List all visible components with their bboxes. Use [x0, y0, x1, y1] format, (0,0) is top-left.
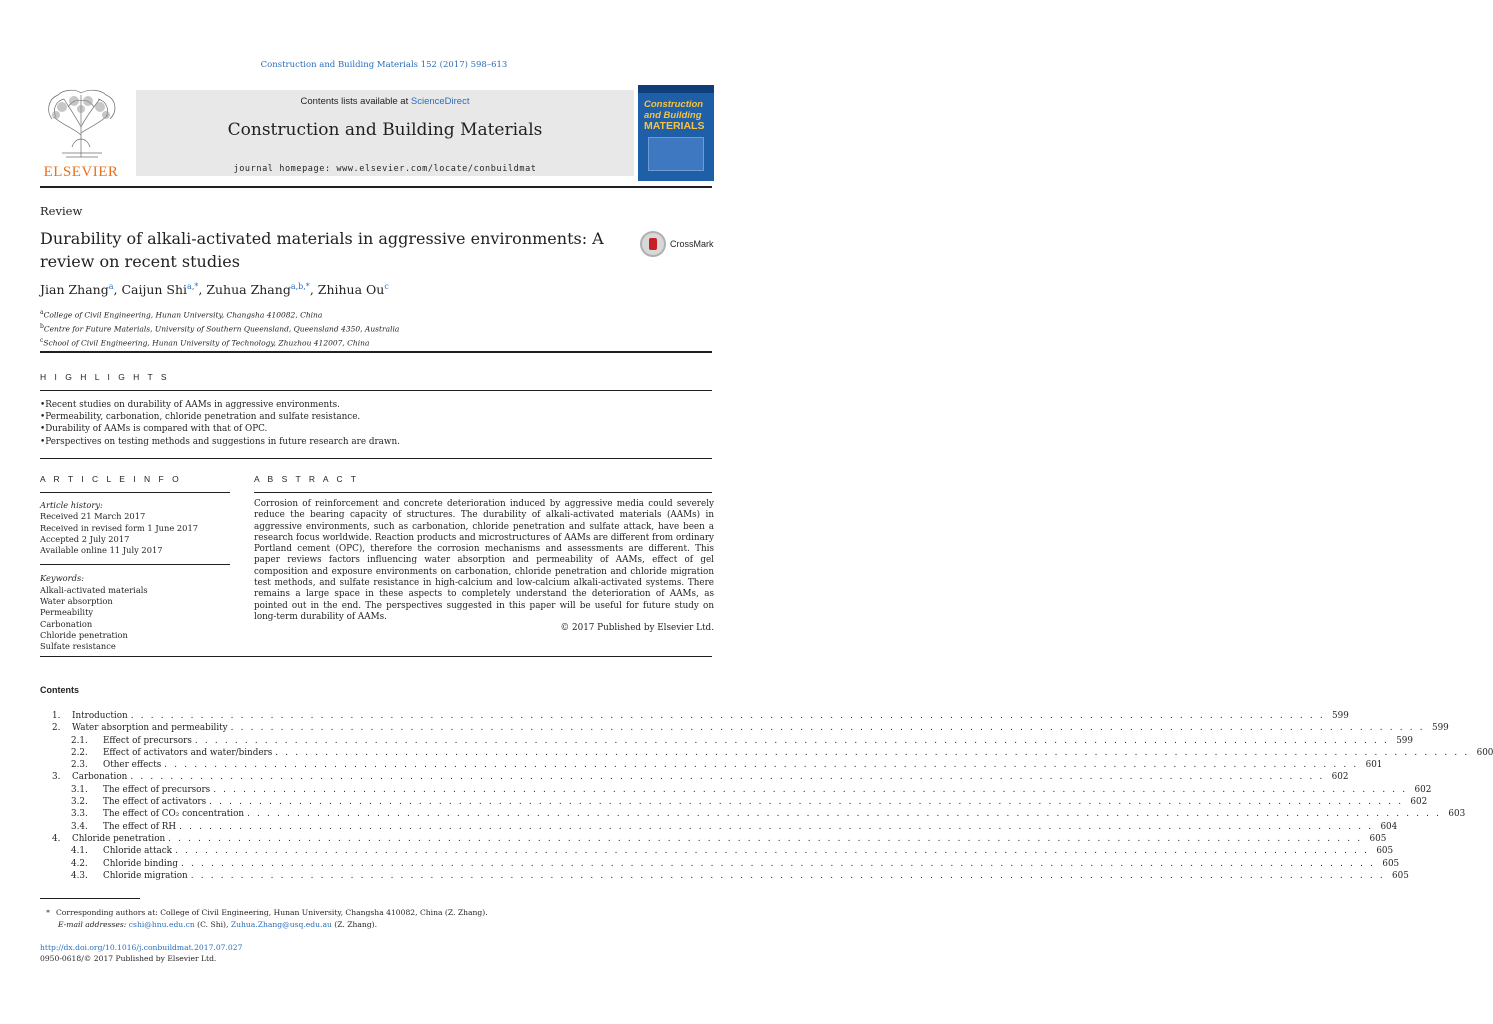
highlights-rule [40, 390, 712, 391]
toc-title[interactable]: Carbonation [72, 772, 128, 783]
toc-page-number[interactable]: 602 [1414, 784, 1432, 795]
toc-title[interactable]: Chloride attack [103, 846, 172, 857]
author-affiliation-marker[interactable]: c [384, 282, 389, 291]
cover-image [648, 137, 704, 171]
toc-title[interactable]: The effect of CO₂ concentration [103, 809, 245, 820]
masthead-band [136, 90, 634, 176]
toc-number: 1. [52, 711, 61, 721]
toc-title[interactable]: Chloride penetration [72, 833, 166, 844]
toc-number: 2.2. [71, 747, 88, 758]
issn-line: 0950-0618/© 2017 Published by Elsevier Ltd. [40, 954, 217, 963]
toc-title[interactable]: Water absorption and permeability [72, 723, 228, 734]
article-info-rule [40, 492, 230, 493]
toc-number: 4. [52, 833, 61, 844]
abstract-bottom-rule [40, 656, 712, 657]
affiliation-marker: c [40, 337, 44, 344]
journal-title: Construction and Building Materials [227, 120, 543, 140]
masthead-rule [40, 186, 712, 188]
toc-entry[interactable] [40, 870, 1409, 882]
toc-page-number[interactable]: 604 [1380, 821, 1398, 832]
journal-homepage[interactable]: journal homepage: www.elsevier.com/locate/conbuildmat [233, 164, 537, 174]
toc-page-number[interactable]: 605 [1382, 858, 1400, 869]
toc-page-number[interactable]: 603 [1448, 809, 1466, 820]
toc-leader-dots: . . . . . . . . . . . . . . . . . . . . . . . . . . . . . . . . . . . . . . . . . . . . . . . . . . . . . . . . . . . . . . . . . . . . . . . . . . . . . . . . . . . . . . . . . . . . . . . . . . . . . . . . . . . . . . . . . . . . . . . . [213, 784, 1408, 795]
journal-cover-thumbnail[interactable] [638, 85, 714, 181]
toc-entry[interactable] [40, 784, 1432, 796]
toc-entry[interactable] [40, 796, 1428, 808]
toc-leader-dots: . . . . . . . . . . . . . . . . . . . . . . . . . . . . . . . . . . . . . . . . . . . . . . . . . . . . . . . . . . . . . . . . . . . . . . . . . . . . . . . . . . . . . . . . . . . . . . . . . . . . . . . . . . . . . . . . . . . . . . . . [275, 747, 1470, 758]
abstract-heading: A B S T R A C T [254, 474, 360, 484]
toc-title[interactable]: The effect of activators [103, 797, 207, 808]
toc-leader-dots: . . . . . . . . . . . . . . . . . . . . . . . . . . . . . . . . . . . . . . . . . . . . . . . . . . . . . . . . . . . . . . . . . . . . . . . . . . . . . . . . . . . . . . . . . . . . . . . . . . . . . . . . . . . . . . . . . . . . . . . . [130, 772, 1325, 783]
toc-entry[interactable] [40, 747, 1493, 759]
toc-leader-dots: . . . . . . . . . . . . . . . . . . . . . . . . . . . . . . . . . . . . . . . . . . . . . . . . . . . . . . . . . . . . . . . . . . . . . . . . . . . . . . . . . . . . . . . . . . . . . . . . . . . . . . . . . . . . . . . . . . . . . . . . [179, 821, 1374, 832]
affiliation-item [40, 321, 399, 335]
author-name[interactable]: Caijun Shi [121, 282, 188, 298]
highlights-heading: H I G H L I G H T S [40, 372, 170, 382]
keyword-item: Sulfate resistance [40, 641, 116, 652]
toc-title[interactable]: Effect of activators and water/binders [103, 747, 273, 758]
toc-page-number[interactable]: 605 [1392, 870, 1409, 881]
toc-page-number[interactable]: 599 [1396, 735, 1413, 746]
corresponding-author-text: Corresponding authors at: College of Civil Engineering, Hunan University, Changsha 410082, China (Z. Zhang). [56, 908, 488, 917]
affiliation-text: Centre for Future Materials, University of Southern Queensland, Queensland 4350, Australia [43, 324, 400, 334]
toc-title[interactable]: Introduction [72, 711, 128, 721]
affiliation-item [40, 307, 399, 321]
email-link-shi[interactable]: cshi@hnu.edu.cn [128, 920, 195, 929]
toc-title[interactable]: Chloride binding [103, 858, 179, 869]
toc-leader-dots: . . . . . . . . . . . . . . . . . . . . . . . . . . . . . . . . . . . . . . . . . . . . . . . . . . . . . . . . . . . . . . . . . . . . . . . . . . . . . . . . . . . . . . . . . . . . . . . . . . . . . . . . . . . . . . . . . . . . . . . . [174, 846, 1370, 857]
affiliation-marker: b [40, 323, 44, 330]
keywords-label: Keywords: [40, 573, 85, 584]
affiliation-marker: a [40, 309, 44, 316]
table-of-contents [40, 710, 1493, 882]
toc-title[interactable]: Effect of precursors [103, 735, 192, 746]
citation-line[interactable]: Construction and Building Materials 152 (2017) 598–613 [260, 60, 508, 70]
elsevier-wordmark: ELSEVIER [43, 164, 119, 180]
toc-leader-dots: . . . . . . . . . . . . . . . . . . . . . . . . . . . . . . . . . . . . . . . . . . . . . . . . . . . . . . . . . . . . . . . . . . . . . . . . . . . . . . . . . . . . . . . . . . . . . . . . . . . . . . . . . . . . . . . . . . . . . . . . [168, 833, 1363, 844]
elsevier-tree-icon [42, 87, 120, 159]
toc-number: 2. [52, 723, 61, 734]
toc-entry[interactable] [40, 735, 1413, 747]
highlight-item: • Permeability, carbonation, chloride penetration and sulfate resistance. [40, 411, 400, 423]
author-name[interactable]: Zhihua Ou [317, 282, 385, 298]
toc-leader-dots: . . . . . . . . . . . . . . . . . . . . . . . . . . . . . . . . . . . . . . . . . . . . . . . . . . . . . . . . . . . . . . . . . . . . . . . . . . . . . . . . . . . . . . . . . . . . . . . . . . . . . . . . . . . . . . . . . . . . . . . . [164, 760, 1359, 771]
keyword-item: Carbonation [40, 618, 93, 629]
toc-number: 4.1. [71, 846, 88, 857]
crossmark-label: CrossMark [670, 239, 714, 249]
cover-top-strip [638, 85, 714, 93]
corresponding-author-note [40, 907, 488, 919]
affiliation-item [40, 335, 399, 349]
email-label: E-mail addresses: [58, 920, 127, 929]
toc-entry[interactable] [40, 833, 1387, 845]
toc-leader-dots: . . . . . . . . . . . . . . . . . . . . . . . . . . . . . . . . . . . . . . . . . . . . . . . . . . . . . . . . . . . . . . . . . . . . . . . . . . . . . . . . . . . . . . . . . . . . . . . . . . . . . . . . . . . . . . . . . . . . . . . . [190, 870, 1385, 881]
history-item: Received in revised form 1 June 2017 [40, 522, 199, 533]
cover-title [644, 99, 710, 132]
email-owner-shi: (C. Shi), [194, 920, 231, 929]
toc-number: 3.4. [71, 821, 88, 832]
toc-leader-dots: . . . . . . . . . . . . . . . . . . . . . . . . . . . . . . . . . . . . . . . . . . . . . . . . . . . . . . . . . . . . . . . . . . . . . . . . . . . . . . . . . . . . . . . . . . . . . . . . . . . . . . . . . . . . . . . . . . . . . . . . [230, 723, 1425, 734]
highlights-bottom-rule [40, 458, 712, 459]
abstract-text: Corrosion of reinforcement and concrete deterioration induced by aggressive media could severely reduce the bearing capacity of structures. The durability of alkali-activated materials (AAMs) in aggressive environments, such as carbonation, chloride penetration and sulfate attack, have been a research focus worldwide. Reaction products and microstructures of AAMs are different from ordinary Portland cement (OPC), therefore the corrosion mechanisms and assessments are different. This paper reviews factors influencing water absorption and permeability of AAMs, effect of gel composition and exposure environments on carbonation, chloride penetration and chloride migration test methods, and sulfate resistance in high-calcium and low-calcium alkali-activated systems. There remains a large space in these aspects to completely understand the deterioration of AAMs, as pointed out in the end. The perspectives suggested in this paper will be useful for future study on long-term durability of AAMs. [254, 499, 714, 622]
author-name[interactable]: Zuhua Zhang [206, 282, 291, 298]
toc-page-number[interactable]: 605 [1369, 833, 1387, 844]
toc-leader-dots: . . . . . . . . . . . . . . . . . . . . . . . . . . . . . . . . . . . . . . . . . . . . . . . . . . . . . . . . . . . . . . . . . . . . . . . . . . . . . . . . . . . . . . . . . . . . . . . . . . . . . . . . . . . . . . . . . . . . . . . . [130, 711, 1325, 721]
affiliation-text: School of Civil Engineering, Hunan University of Technology, Zhuzhou 412007, China [43, 338, 370, 348]
contents-heading: Contents [40, 685, 79, 695]
toc-number: 4.3. [71, 870, 88, 881]
article-info [40, 500, 230, 653]
doi-block [40, 942, 242, 964]
toc-title[interactable]: The effect of precursors [103, 784, 211, 795]
cover-title-line-1: Construction [644, 99, 704, 110]
author-affiliation-marker[interactable]: a [108, 282, 114, 291]
abstract-rule [254, 492, 712, 493]
doi-link[interactable]: http://dx.doi.org/10.1016/j.conbuildmat.2017.07.027 [40, 943, 243, 952]
email-link-zhang[interactable]: Zuhua.Zhang@usq.edu.au [230, 920, 332, 929]
article-history-label: Article history: [40, 500, 103, 510]
toc-title[interactable]: Chloride migration [103, 870, 188, 881]
toc-number: 4.2. [71, 858, 88, 869]
history-item: Received 21 March 2017 [40, 511, 146, 522]
sciencedirect-link[interactable]: ScienceDirect [410, 96, 470, 107]
toc-number: 3.2. [71, 797, 88, 808]
toc-number: 3.3. [71, 809, 88, 820]
history-divider [40, 556, 230, 565]
toc-page-number[interactable]: 601 [1365, 760, 1383, 771]
author-name[interactable]: Jian Zhang [40, 282, 109, 298]
footnotes [40, 907, 488, 931]
toc-page-number[interactable]: 599 [1431, 723, 1449, 734]
cover-title-line-2: and Building [644, 110, 702, 121]
toc-entry[interactable] [40, 771, 1349, 783]
article-info-heading: A R T I C L E I N F O [40, 474, 182, 484]
toc-title[interactable]: Other effects [103, 760, 162, 771]
highlights-list [40, 399, 400, 448]
abstract-copyright: © 2017 Published by Elsevier Ltd. [560, 623, 714, 633]
toc-page-number[interactable]: 602 [1410, 797, 1428, 808]
highlight-item: • Perspectives on testing methods and suggestions in future research are drawn. [40, 436, 400, 448]
author-affiliation-marker[interactable]: a,* [187, 282, 199, 291]
toc-leader-dots: . . . . . . . . . . . . . . . . . . . . . . . . . . . . . . . . . . . . . . . . . . . . . . . . . . . . . . . . . . . . . . . . . . . . . . . . . . . . . . . . . . . . . . . . . . . . . . . . . . . . . . . . . . . . . . . . . . . . . . . . [194, 735, 1389, 746]
footnote-rule [40, 898, 140, 899]
author-list: Jian Zhang$^a$, Caijun Shi$^{a,*}$, Zuhua Zhang$^{a,b,*}$, Zhihua Ou$^c$ [40, 282, 389, 298]
toc-page-number[interactable]: 605 [1376, 846, 1394, 857]
toc-leader-dots: . . . . . . . . . . . . . . . . . . . . . . . . . . . . . . . . . . . . . . . . . . . . . . . . . . . . . . . . . . . . . . . . . . . . . . . . . . . . . . . . . . . . . . . . . . . . . . . . . . . . . . . . . . . . . . . . . . . . . . . . [247, 809, 1442, 820]
paper-title: Durability of alkali-activated materials in aggressive environments: A review on recent studies [40, 229, 604, 271]
toc-entry[interactable] [40, 710, 1349, 722]
toc-leader-dots: . . . . . . . . . . . . . . . . . . . . . . . . . . . . . . . . . . . . . . . . . . . . . . . . . . . . . . . . . . . . . . . . . . . . . . . . . . . . . . . . . . . . . . . . . . . . . . . . . . . . . . . . . . . . . . . . . . . . . . . . [181, 858, 1376, 869]
article-type: Review [40, 204, 83, 218]
highlight-item: • Durability of AAMs is compared with that of OPC. [40, 423, 400, 435]
keyword-item: Alkali-activated materials [40, 584, 148, 595]
email-note [40, 919, 488, 931]
toc-page-number[interactable]: 599 [1332, 711, 1349, 721]
email-owner-zhang: (Z. Zhang). [331, 920, 378, 929]
affiliation-rule [40, 351, 712, 353]
toc-entry[interactable] [40, 845, 1394, 857]
crossmark-badge[interactable] [640, 231, 716, 259]
cover-title-line-3: MATERIALS [644, 120, 705, 132]
toc-number: 3. [52, 772, 61, 783]
affiliation-text: College of Civil Engineering, Hunan University, Changsha 410082, China [43, 310, 323, 320]
toc-entry[interactable] [40, 821, 1398, 833]
toc-leader-dots: . . . . . . . . . . . . . . . . . . . . . . . . . . . . . . . . . . . . . . . . . . . . . . . . . . . . . . . . . . . . . . . . . . . . . . . . . . . . . . . . . . . . . . . . . . . . . . . . . . . . . . . . . . . . . . . . . . . . . . . . [209, 797, 1404, 808]
crossmark-icon [640, 231, 666, 257]
toc-entry[interactable] [40, 759, 1383, 771]
author-affiliation-marker[interactable]: a,b,* [290, 282, 310, 291]
toc-title[interactable]: The effect of RH [103, 821, 177, 832]
footnote-star: * [46, 908, 50, 917]
keyword-item: Chloride penetration [40, 629, 128, 640]
keyword-item: Water absorption [40, 596, 113, 607]
contents-available-line [136, 96, 634, 107]
journal-masthead [40, 85, 714, 181]
highlight-item: • Recent studies on durability of AAMs in aggressive environments. [40, 399, 400, 411]
affiliation-list [40, 307, 399, 349]
toc-entry[interactable] [40, 858, 1400, 870]
elsevier-logo[interactable] [40, 85, 122, 181]
toc-number: 2.1. [71, 735, 88, 746]
contents-prefix: Contents lists available at [300, 96, 411, 107]
toc-entry[interactable] [40, 722, 1449, 734]
history-item: Accepted 2 July 2017 [40, 533, 130, 544]
toc-number: 3.1. [71, 784, 88, 795]
toc-entry[interactable] [40, 808, 1466, 820]
toc-number: 2.3. [71, 760, 88, 771]
keyword-item: Permeability [40, 607, 94, 618]
toc-page-number[interactable]: 602 [1331, 772, 1349, 783]
toc-page-number[interactable]: 600 [1476, 747, 1493, 758]
history-item: Available online 11 July 2017 [40, 545, 163, 556]
